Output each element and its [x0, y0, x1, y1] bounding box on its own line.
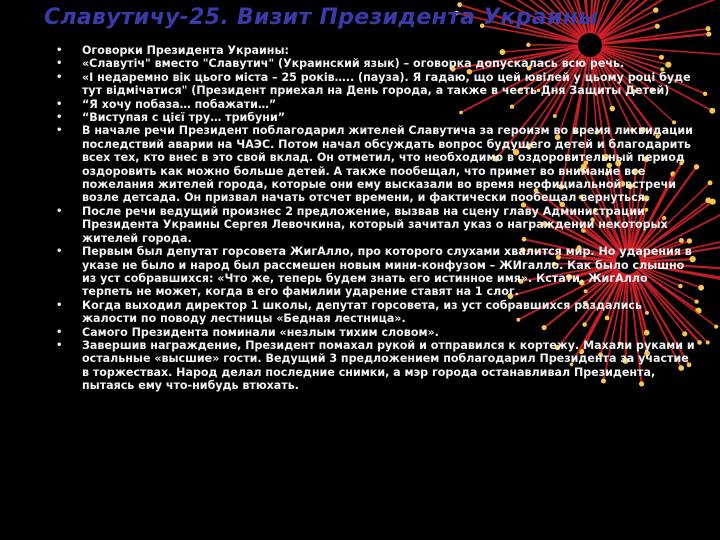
list-item-text: Когда выходил директор 1 школы, депутат горсовета, из уст собравшихся раздались жалости по поводу лестницы «Бедная лестница».	[82, 298, 643, 326]
list-item	[56, 245, 696, 299]
list-item-text: Оговорки Президента Украины:	[82, 44, 289, 57]
firework-spark	[706, 26, 711, 31]
list-item-text: Первым был депутат горсовета ЖигАлло, про которого слухами хвалится мир. Но ударения в указе не было и народ был рассмешен новым мини-конфузом – ЖИгалло. Как было слышно из уст собравшихся: «Что же, теперь будем знать его истинное имя». Кстати, ЖигАлло терпеть не может, когда в его фамилии ударение ставят на 1 слог.	[82, 245, 692, 299]
bullet-list	[56, 44, 696, 393]
firework-spark	[706, 32, 711, 37]
list-item-text: «Славутіч" вместо "Славутич" (Украинский язык) – оговорка допускалась всю речь.	[82, 57, 625, 71]
list-item	[56, 71, 696, 98]
bullet-dot-icon: •	[56, 326, 63, 338]
list-item	[56, 57, 696, 70]
list-item	[56, 299, 696, 326]
firework-spark	[709, 108, 715, 114]
bullet-dot-icon: •	[56, 246, 63, 258]
list-item-text: “Я хочу побаза… побажати…”	[82, 97, 277, 111]
firework-spark	[703, 92, 707, 96]
bullet-dot-icon: •	[56, 339, 63, 351]
list-item	[56, 205, 696, 245]
firework-spark	[697, 340, 702, 345]
list-item-text: В начале речи Президент поблагодарил жителей Славутича за героизм во время ликвидации последствий аварии на ЧАЭС. Потом начал обсуждать вопрос будущего детей и благодарить всех тех, кто внес в это свой вклад. Он отметил, что необходимо в оздоровительный период оздоровить как можно больше детей. А также пообещал, что примет во внимание все пожелания жителей города, которые они ему высказали во время неофициальной встречи возле детсада. Он призвал начать отсчет времени, и фактически пообещал вернуться.	[82, 124, 693, 205]
firework-spark	[708, 180, 713, 185]
bullet-dot-icon: •	[56, 299, 63, 311]
list-item-text: После речи ведущий произнес 2 предложение, вызвав на сцену главу Администрации Президента Украины Сергея Левочкина, который зачитал указ о награждении некоторых жителей города.	[82, 204, 668, 245]
list-item	[56, 124, 696, 204]
firework-spark	[653, 7, 658, 12]
bullet-dot-icon: •	[56, 98, 63, 110]
bullet-dot-icon: •	[56, 205, 63, 217]
firework-spark	[714, 325, 718, 329]
list-item	[56, 111, 696, 124]
bullet-dot-icon: •	[56, 125, 63, 137]
list-item	[56, 326, 696, 339]
slide-title: Славутичу-25. Визит Президента Украины	[44, 5, 599, 30]
list-item-text: “Виступая с цієї тру… трибуни”	[82, 111, 286, 125]
firework-spark	[710, 199, 716, 205]
list-item	[56, 98, 696, 111]
firework-spark	[655, 24, 660, 29]
bullet-dot-icon: •	[56, 71, 63, 83]
list-item-text: «І недаремно вік цього міста – 25 років….. (пауза). Я гадаю, що цей ювілей у цьому році буде тут відмічатися" (Президент приехал на День города, а также в честь Дня Защиты Детей)	[82, 70, 691, 98]
bullet-dot-icon: •	[56, 58, 63, 70]
list-item	[56, 44, 696, 57]
bullet-dot-icon: •	[56, 112, 63, 124]
list-item-text: Самого Президента поминали «незлым тихим словом».	[82, 325, 439, 339]
firework-spark	[698, 285, 704, 291]
bullet-dot-icon: •	[56, 45, 63, 56]
firework-spark	[706, 341, 710, 345]
list-item	[56, 339, 696, 393]
list-item-text: Завершив награждение, Президент помахал рукой и отправился к кортежу. Махали руками и остальные «высшие» гости. Ведущий 3 предложением поблагодарил Президента за участие в торжествах. Народ делал последние снимки, а мэр города останавливал Президента, пытаясь ему что-нибудь втюхать.	[82, 338, 695, 393]
